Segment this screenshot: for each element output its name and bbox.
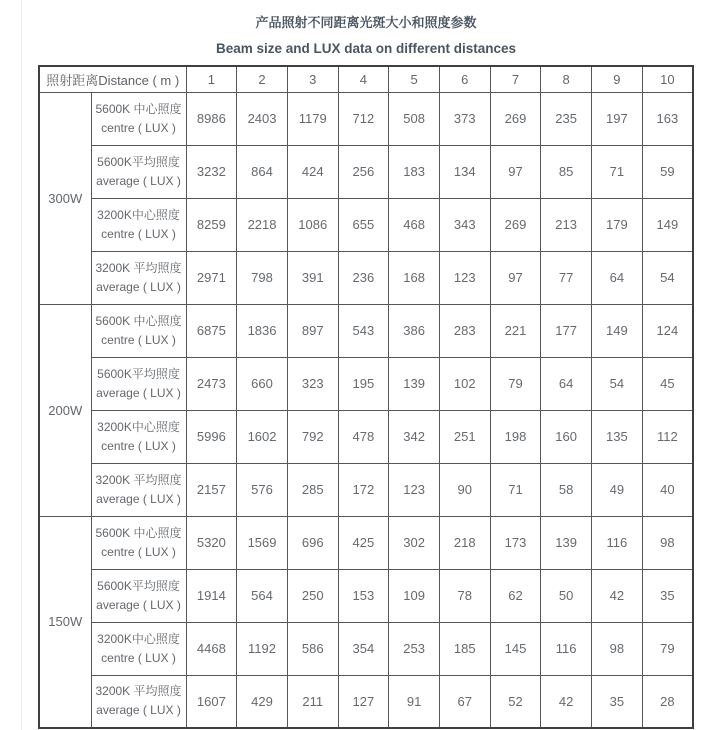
lux-value-cell: 195 [338,357,389,410]
distance-column-header: 5 [389,66,440,92]
lux-value-cell: 35 [592,675,643,728]
lux-value-cell: 50 [541,569,592,622]
row-label-line1: 3200K中心照度 [97,631,180,646]
lux-value-cell: 62 [490,569,541,622]
lux-value-cell: 135 [592,410,643,463]
lux-value-cell: 1607 [186,675,237,728]
lux-value-cell: 79 [642,622,693,675]
row-label [91,357,186,410]
lux-value-cell: 564 [237,569,288,622]
content-area [38,8,694,729]
table-body [39,92,693,728]
lux-value-cell: 173 [490,516,541,569]
lux-value-cell: 1569 [237,516,288,569]
lux-value-cell: 211 [287,675,338,728]
lux-value-cell: 468 [389,198,440,251]
lux-value-cell: 109 [389,569,440,622]
distance-column-header: 9 [592,66,643,92]
page-edge-divider [21,0,22,730]
table-row [39,410,693,463]
row-label-line2: average ( LUX ) [96,597,181,612]
lux-value-cell: 250 [287,569,338,622]
lux-value-cell: 172 [338,463,389,516]
lux-value-cell: 391 [287,251,338,304]
row-label [91,198,186,251]
lux-value-cell: 792 [287,410,338,463]
lux-value-cell: 798 [237,251,288,304]
lux-value-cell: 235 [541,92,592,145]
row-label-line2: average ( LUX ) [96,173,181,188]
lux-value-cell: 179 [592,198,643,251]
lux-value-cell: 2157 [186,463,237,516]
row-label [91,304,186,357]
lux-value-cell: 97 [490,145,541,198]
lux-value-cell: 256 [338,145,389,198]
lux-value-cell: 5320 [186,516,237,569]
lux-value-cell: 4468 [186,622,237,675]
lux-value-cell: 269 [490,198,541,251]
row-label-line1: 3200K中心照度 [97,207,180,222]
distance-column-header: 7 [490,66,541,92]
distance-header-label: 照射距离Distance ( m ) [39,66,186,92]
lux-value-cell: 2218 [237,198,288,251]
lux-value-cell: 3232 [186,145,237,198]
row-label [91,251,186,304]
row-label-line2: centre ( LUX ) [101,226,176,241]
lux-value-cell: 2971 [186,251,237,304]
lux-value-cell: 42 [592,569,643,622]
lux-value-cell: 655 [338,198,389,251]
lux-value-cell: 323 [287,357,338,410]
lux-value-cell: 576 [237,463,288,516]
lux-value-cell: 354 [338,622,389,675]
lux-value-cell: 40 [642,463,693,516]
lux-value-cell: 160 [541,410,592,463]
lux-value-cell: 508 [389,92,440,145]
lux-value-cell: 269 [490,92,541,145]
lux-value-cell: 139 [389,357,440,410]
table-row [39,145,693,198]
row-label [91,92,186,145]
lux-value-cell: 429 [237,675,288,728]
lux-value-cell: 660 [237,357,288,410]
row-label-line1: 5600K 中心照度 [95,313,182,328]
row-label-line1: 5600K 中心照度 [95,525,182,540]
lux-value-cell: 149 [592,304,643,357]
lux-value-cell: 123 [439,251,490,304]
table-row [39,463,693,516]
row-label-line1: 5600K平均照度 [97,154,180,169]
distance-column-header: 10 [642,66,693,92]
lux-value-cell: 98 [642,516,693,569]
table-row [39,516,693,569]
power-group-label: 150W [39,516,91,728]
distance-column-header: 1 [186,66,237,92]
row-label-line2: average ( LUX ) [96,703,181,718]
row-label-line2: centre ( LUX ) [101,650,176,665]
lux-value-cell: 5996 [186,410,237,463]
lux-value-cell: 91 [389,675,440,728]
lux-value-cell: 49 [592,463,643,516]
lux-value-cell: 124 [642,304,693,357]
row-label-line1: 3200K 平均照度 [95,472,182,487]
lux-value-cell: 478 [338,410,389,463]
lux-value-cell: 112 [642,410,693,463]
lux-value-cell: 218 [439,516,490,569]
lux-value-cell: 153 [338,569,389,622]
lux-value-cell: 98 [592,622,643,675]
lux-value-cell: 85 [541,145,592,198]
page-subtitle: Beam size and LUX data on different distances [215,41,517,56]
lux-data-table [38,65,694,729]
lux-value-cell: 213 [541,198,592,251]
lux-value-cell: 52 [490,675,541,728]
row-label-line1: 5600K平均照度 [97,366,180,381]
lux-value-cell: 425 [338,516,389,569]
lux-value-cell: 586 [287,622,338,675]
lux-value-cell: 8259 [186,198,237,251]
table-header-row [39,66,693,92]
lux-value-cell: 71 [592,145,643,198]
distance-column-header: 8 [541,66,592,92]
lux-value-cell: 1179 [287,92,338,145]
lux-value-cell: 251 [439,410,490,463]
lux-value-cell: 149 [642,198,693,251]
table-row [39,198,693,251]
row-label-line2: centre ( LUX ) [101,438,176,453]
distance-column-header: 2 [237,66,288,92]
lux-value-cell: 145 [490,622,541,675]
lux-value-cell: 177 [541,304,592,357]
lux-value-cell: 712 [338,92,389,145]
lux-value-cell: 183 [389,145,440,198]
lux-value-cell: 28 [642,675,693,728]
lux-value-cell: 342 [389,410,440,463]
table-row [39,304,693,357]
lux-value-cell: 197 [592,92,643,145]
lux-value-cell: 90 [439,463,490,516]
lux-value-cell: 127 [338,675,389,728]
lux-value-cell: 54 [592,357,643,410]
lux-value-cell: 198 [490,410,541,463]
lux-value-cell: 139 [541,516,592,569]
lux-value-cell: 168 [389,251,440,304]
lux-value-cell: 1192 [237,622,288,675]
row-label [91,622,186,675]
lux-value-cell: 35 [642,569,693,622]
lux-value-cell: 424 [287,145,338,198]
lux-value-cell: 79 [490,357,541,410]
row-label-line2: average ( LUX ) [96,491,181,506]
row-label [91,516,186,569]
lux-value-cell: 1602 [237,410,288,463]
lux-value-cell: 253 [389,622,440,675]
lux-value-cell: 6875 [186,304,237,357]
lux-value-cell: 221 [490,304,541,357]
row-label-line2: centre ( LUX ) [101,332,176,347]
power-group-label: 200W [39,304,91,516]
row-label-line2: average ( LUX ) [96,385,181,400]
table-row [39,92,693,145]
lux-value-cell: 64 [541,357,592,410]
lux-value-cell: 2403 [237,92,288,145]
table-row [39,675,693,728]
page-title: 产品照射不同距离光斑大小和照度参数 [255,15,477,30]
lux-value-cell: 302 [389,516,440,569]
lux-value-cell: 864 [237,145,288,198]
distance-column-header: 3 [287,66,338,92]
row-label-line1: 5600K 中心照度 [95,101,182,116]
lux-value-cell: 97 [490,251,541,304]
table-row [39,622,693,675]
lux-value-cell: 696 [287,516,338,569]
lux-value-cell: 71 [490,463,541,516]
lux-value-cell: 2473 [186,357,237,410]
lux-value-cell: 1914 [186,569,237,622]
row-label-line1: 5600K平均照度 [97,578,180,593]
lux-value-cell: 67 [439,675,490,728]
lux-value-cell: 285 [287,463,338,516]
lux-value-cell: 102 [439,357,490,410]
row-label-line1: 3200K中心照度 [97,419,180,434]
lux-value-cell: 283 [439,304,490,357]
power-group-label: 300W [39,92,91,304]
distance-column-header: 6 [439,66,490,92]
lux-value-cell: 236 [338,251,389,304]
row-label [91,675,186,728]
row-label [91,463,186,516]
lux-value-cell: 1836 [237,304,288,357]
lux-value-cell: 58 [541,463,592,516]
lux-value-cell: 163 [642,92,693,145]
lux-value-cell: 1086 [287,198,338,251]
lux-value-cell: 373 [439,92,490,145]
row-label [91,569,186,622]
row-label [91,145,186,198]
lux-value-cell: 116 [592,516,643,569]
row-label-line2: centre ( LUX ) [101,120,176,135]
lux-value-cell: 543 [338,304,389,357]
row-label-line1: 3200K 平均照度 [95,260,182,275]
lux-value-cell: 8986 [186,92,237,145]
lux-value-cell: 78 [439,569,490,622]
table-row [39,357,693,410]
row-label-line1: 3200K 平均照度 [95,684,182,699]
lux-value-cell: 123 [389,463,440,516]
lux-value-cell: 343 [439,198,490,251]
lux-value-cell: 59 [642,145,693,198]
table-row [39,569,693,622]
lux-value-cell: 45 [642,357,693,410]
row-label [91,410,186,463]
lux-value-cell: 42 [541,675,592,728]
distance-column-header: 4 [338,66,389,92]
lux-value-cell: 64 [592,251,643,304]
lux-value-cell: 185 [439,622,490,675]
lux-value-cell: 54 [642,251,693,304]
row-label-line2: average ( LUX ) [96,279,181,294]
lux-value-cell: 116 [541,622,592,675]
lux-value-cell: 77 [541,251,592,304]
lux-value-cell: 897 [287,304,338,357]
table-row [39,251,693,304]
lux-value-cell: 386 [389,304,440,357]
lux-value-cell: 134 [439,145,490,198]
row-label-line2: centre ( LUX ) [101,544,176,559]
